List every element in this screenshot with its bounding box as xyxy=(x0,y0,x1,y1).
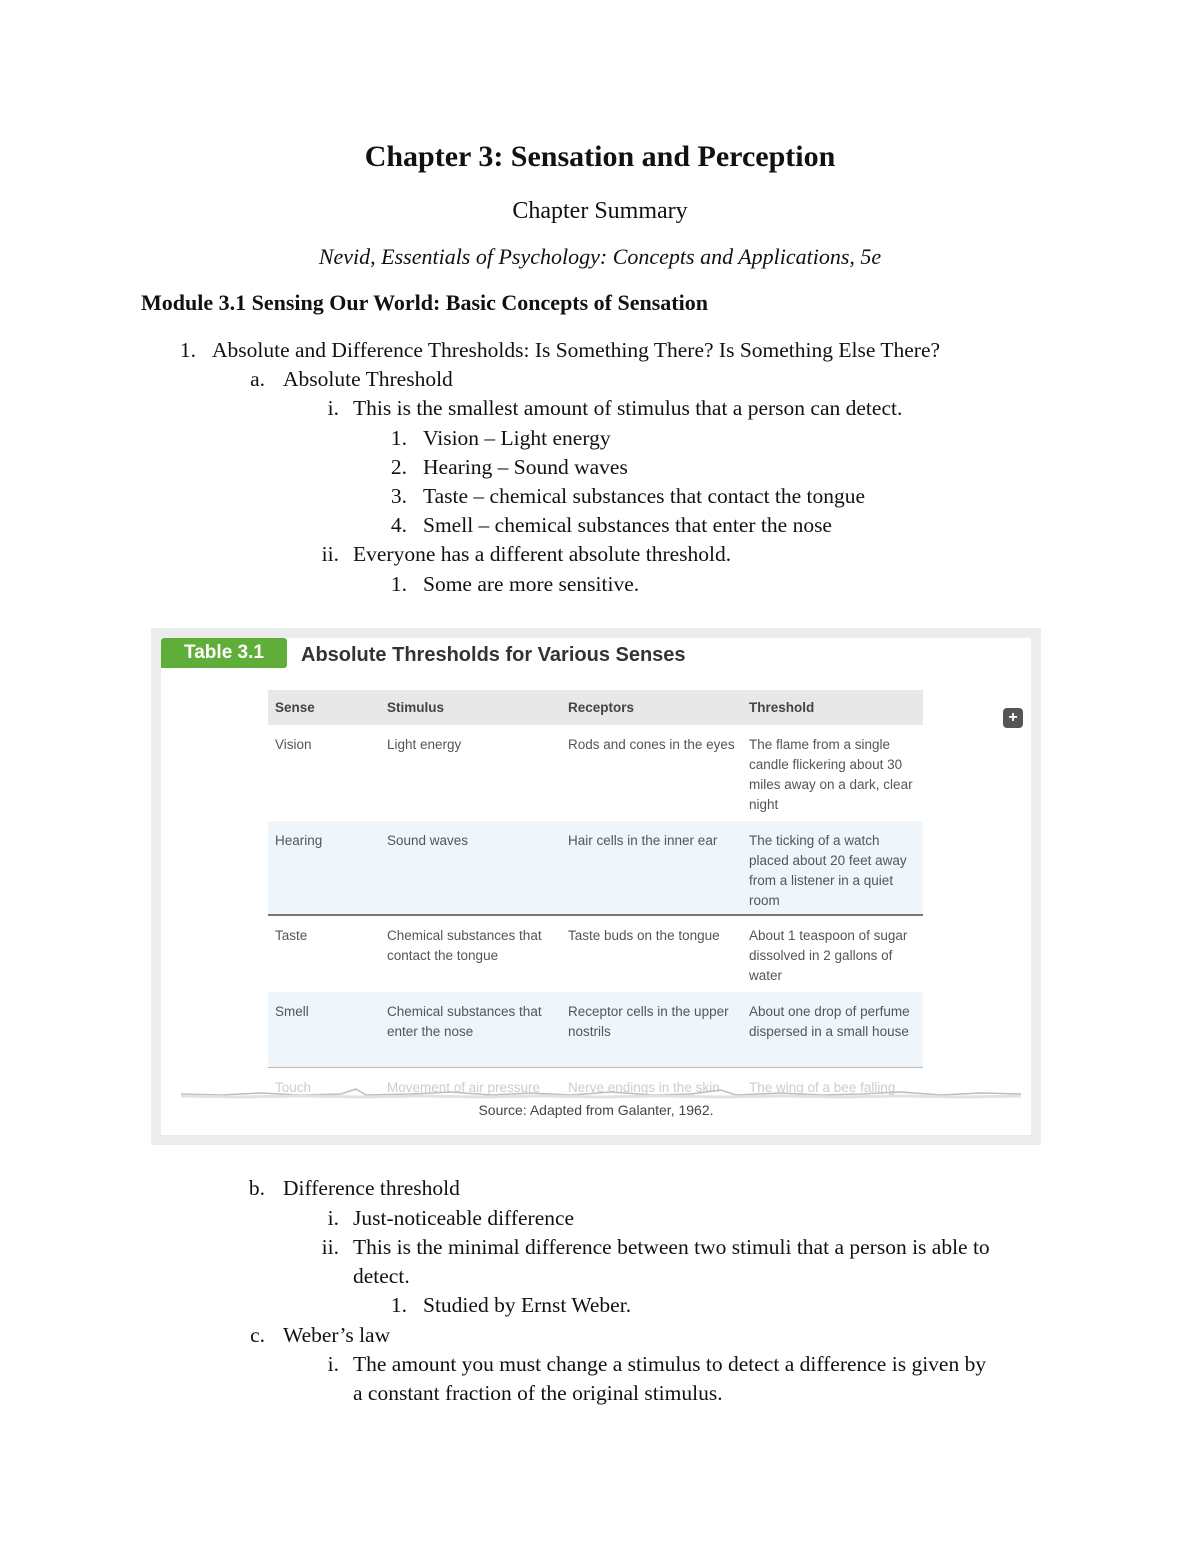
outline-marker: b. xyxy=(248,1176,265,1200)
table-cell: Smell xyxy=(275,1004,309,1019)
table-tag: Table 3.1 xyxy=(161,638,287,668)
outline-text: This is the minimal difference between two stimuli that a person is able to xyxy=(353,1235,990,1259)
table-cell: About one drop of perfume dispersed in a small house xyxy=(749,1004,910,1039)
column-header: Stimulus xyxy=(387,700,445,715)
outline-item xyxy=(390,482,866,510)
outline-marker: 4. xyxy=(390,513,407,537)
outline-marker: ii. xyxy=(321,1235,339,1259)
table-cell: Vision xyxy=(275,737,312,752)
table-cell: Chemical substances that contact the tongue xyxy=(387,928,542,963)
table-header-row xyxy=(268,690,923,725)
table-cell: Nerve endings in the skin xyxy=(568,1080,720,1095)
module-heading: Module 3.1 Sensing Our World: Basic Concepts of Sensation xyxy=(141,290,708,315)
expand-plus-icon: + xyxy=(1003,708,1023,728)
outline-marker: 1. xyxy=(390,1293,407,1317)
table-row xyxy=(268,725,923,821)
outline-item xyxy=(248,1174,460,1202)
outline-item xyxy=(327,394,903,422)
outline-text: Studied by Ernst Weber. xyxy=(423,1293,632,1317)
outline-text: Taste – chemical substances that contact the tongue xyxy=(423,484,866,508)
outline-text: Absolute Threshold xyxy=(283,367,453,391)
outline-item xyxy=(321,540,732,568)
table-cell: Rods and cones in the eyes xyxy=(568,737,735,752)
outline-text: Vision – Light energy xyxy=(423,426,611,450)
outline-item xyxy=(390,570,640,598)
table-cell: Hair cells in the inner ear xyxy=(568,833,718,848)
table-row xyxy=(268,916,923,992)
outline-item xyxy=(250,365,453,393)
outline-item xyxy=(179,336,941,364)
outline-marker: c. xyxy=(250,1323,265,1347)
outline-item xyxy=(327,1350,987,1378)
outline-text: Smell – chemical substances that enter the nose xyxy=(423,513,832,537)
column-header: Sense xyxy=(275,700,315,715)
outline-text: Hearing – Sound waves xyxy=(423,455,628,479)
table-cell: Taste buds on the tongue xyxy=(568,928,720,943)
outline-text: a constant fraction of the original stimulus. xyxy=(353,1381,723,1405)
outline-item xyxy=(390,424,611,452)
outline-marker: i. xyxy=(327,1206,339,1230)
outline-text: Just-noticeable difference xyxy=(353,1206,575,1230)
outline-marker: a. xyxy=(250,367,265,391)
outline-item xyxy=(250,1321,391,1349)
table-source: Source: Adapted from Galanter, 1962. xyxy=(478,1102,714,1118)
column-header: Receptors xyxy=(568,700,635,715)
outline-marker: 1. xyxy=(390,572,407,596)
table-cell: Chemical substances that enter the nose xyxy=(387,1004,542,1039)
table-cell: Receptor cells in the upper nostrils xyxy=(568,1004,729,1039)
table-heading: Absolute Thresholds for Various Senses xyxy=(301,644,686,666)
outline-item xyxy=(390,1291,632,1319)
outline-text: Absolute and Difference Thresholds: Is Something There? Is Something Else There? xyxy=(212,338,941,362)
table-cell: Sound waves xyxy=(387,833,469,848)
outline-item xyxy=(327,1204,575,1232)
outline-text: Everyone has a different absolute threshold. xyxy=(353,542,732,566)
table-cell: The ticking of a watch placed about 20 feet away from a listener in a quiet room xyxy=(749,833,907,908)
column-header: Threshold xyxy=(749,700,815,715)
outline-item xyxy=(321,1233,990,1261)
table-cell: Movement of air pressure xyxy=(387,1080,541,1095)
outline-text: Difference threshold xyxy=(283,1176,460,1200)
table-cell: The flame from a single candle flickering about 30 miles away on a dark, clear night xyxy=(749,737,913,812)
outline-item xyxy=(353,1262,410,1290)
outline-marker: 1. xyxy=(179,338,196,362)
outline-text: detect. xyxy=(353,1264,410,1288)
table-row xyxy=(268,821,923,916)
outline-marker: i. xyxy=(327,396,339,420)
table-cell: Taste xyxy=(275,928,308,943)
outline-marker: 3. xyxy=(390,484,407,508)
table-figure-inner xyxy=(161,638,1031,1135)
table-figure xyxy=(151,628,1041,1145)
torn-edge-divider xyxy=(181,1086,1021,1100)
chapter-subtitle: Chapter Summary xyxy=(512,198,688,224)
table-cell: Hearing xyxy=(275,833,323,848)
outline-item xyxy=(353,1379,723,1407)
outline-marker: i. xyxy=(327,1352,339,1376)
outline-item xyxy=(390,511,832,539)
outline-item xyxy=(390,453,628,481)
outline-marker: ii. xyxy=(321,542,339,566)
chapter-title: Chapter 3: Sensation and Perception xyxy=(364,140,836,173)
table-cell: About 1 teaspoon of sugar dissolved in 2 gallons of water xyxy=(749,928,908,983)
book-citation: Nevid, Essentials of Psychology: Concepts and Applications, 5e xyxy=(318,244,882,269)
table-row xyxy=(268,992,923,1068)
table-cell: Touch xyxy=(275,1080,312,1095)
outline-text: This is the smallest amount of stimulus that a person can detect. xyxy=(353,396,903,420)
outline-text: The amount you must change a stimulus to detect a difference is given by xyxy=(353,1352,987,1376)
table-cell: Light energy xyxy=(387,737,462,752)
table-cell: The wing of a bee falling xyxy=(749,1080,896,1095)
outline-text: Some are more sensitive. xyxy=(423,572,640,596)
outline-marker: 2. xyxy=(390,455,407,479)
outline-marker: 1. xyxy=(390,426,407,450)
outline-text: Weber’s law xyxy=(283,1323,391,1347)
